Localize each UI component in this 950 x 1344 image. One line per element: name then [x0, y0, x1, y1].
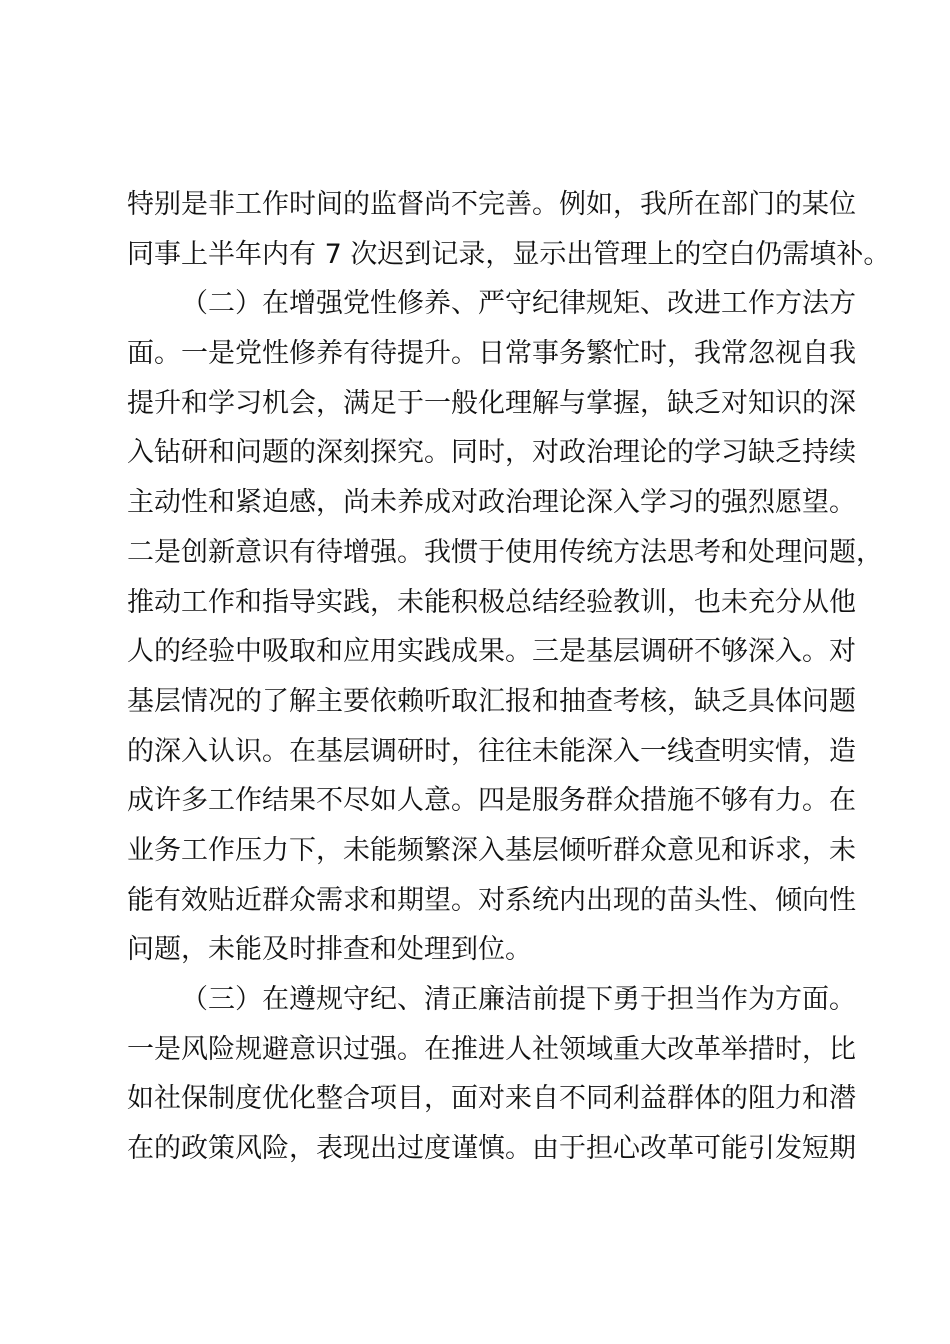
text-line: 特别是非工作时间的监督尚不完善。例如，我所在部门的某位 [127, 189, 856, 220]
text-line: 的深入认识。在基层调研时，往往未能深入一线查明实情，造 [127, 735, 856, 767]
section-heading-line: （二）在增强党性修养、严守纪律规矩、改进工作方法方 [181, 288, 856, 320]
document-body [127, 180, 891, 1174]
section-heading-line: （三）在遵规守纪、清正廉洁前提下勇于担当作为方面。 [181, 984, 856, 1015]
text-line: 主动性和紧迫感，尚未养成对政治理论深入学习的强烈愿望。 [127, 487, 856, 519]
text-line: 入钻研和问题的深刻探究。同时，对政治理论的学习缺乏持续 [127, 437, 856, 469]
text-line: 成许多工作结果不尽如人意。四是服务群众措施不够有力。在 [127, 785, 856, 817]
text-line: 问题，未能及时排查和处理到位。 [127, 934, 532, 966]
text-line: 基层情况的了解主要依赖听取汇报和抽查考核，缺乏具体问题 [127, 685, 856, 717]
text-line: 在的政策风险，表现出过度谨慎。由于担心改革可能引发短期 [127, 1133, 856, 1165]
text-line: 面。一是党性修养有待提升。日常事务繁忙时，我常忽视自我 [127, 338, 856, 370]
text-line: 业务工作压力下，未能频繁深入基层倾听群众意见和诉求，未 [127, 834, 856, 866]
text-line: 二是创新意识有待增强。我惯于使用传统方法思考和处理问题， [127, 536, 883, 568]
text-line: 如社保制度优化整合项目，面对来自不同利益群体的阻力和潜 [127, 1083, 856, 1115]
text-line: 一是风险规避意识过强。在推进人社领域重大改革举措时，比 [127, 1033, 856, 1065]
text-line: 同事上半年内有 7 次迟到记录，显示出管理上的空白仍需填补。 [127, 238, 891, 270]
text-line: 推动工作和指导实践，未能积极总结经验教训，也未充分从他 [127, 586, 856, 618]
text-line: 能有效贴近群众需求和期望。对系统内出现的苗头性、倾向性 [127, 884, 856, 916]
text-line: 提升和学习机会，满足于一般化理解与掌握，缺乏对知识的深 [127, 387, 856, 419]
text-line: 人的经验中吸取和应用实践成果。三是基层调研不够深入。对 [127, 636, 856, 668]
